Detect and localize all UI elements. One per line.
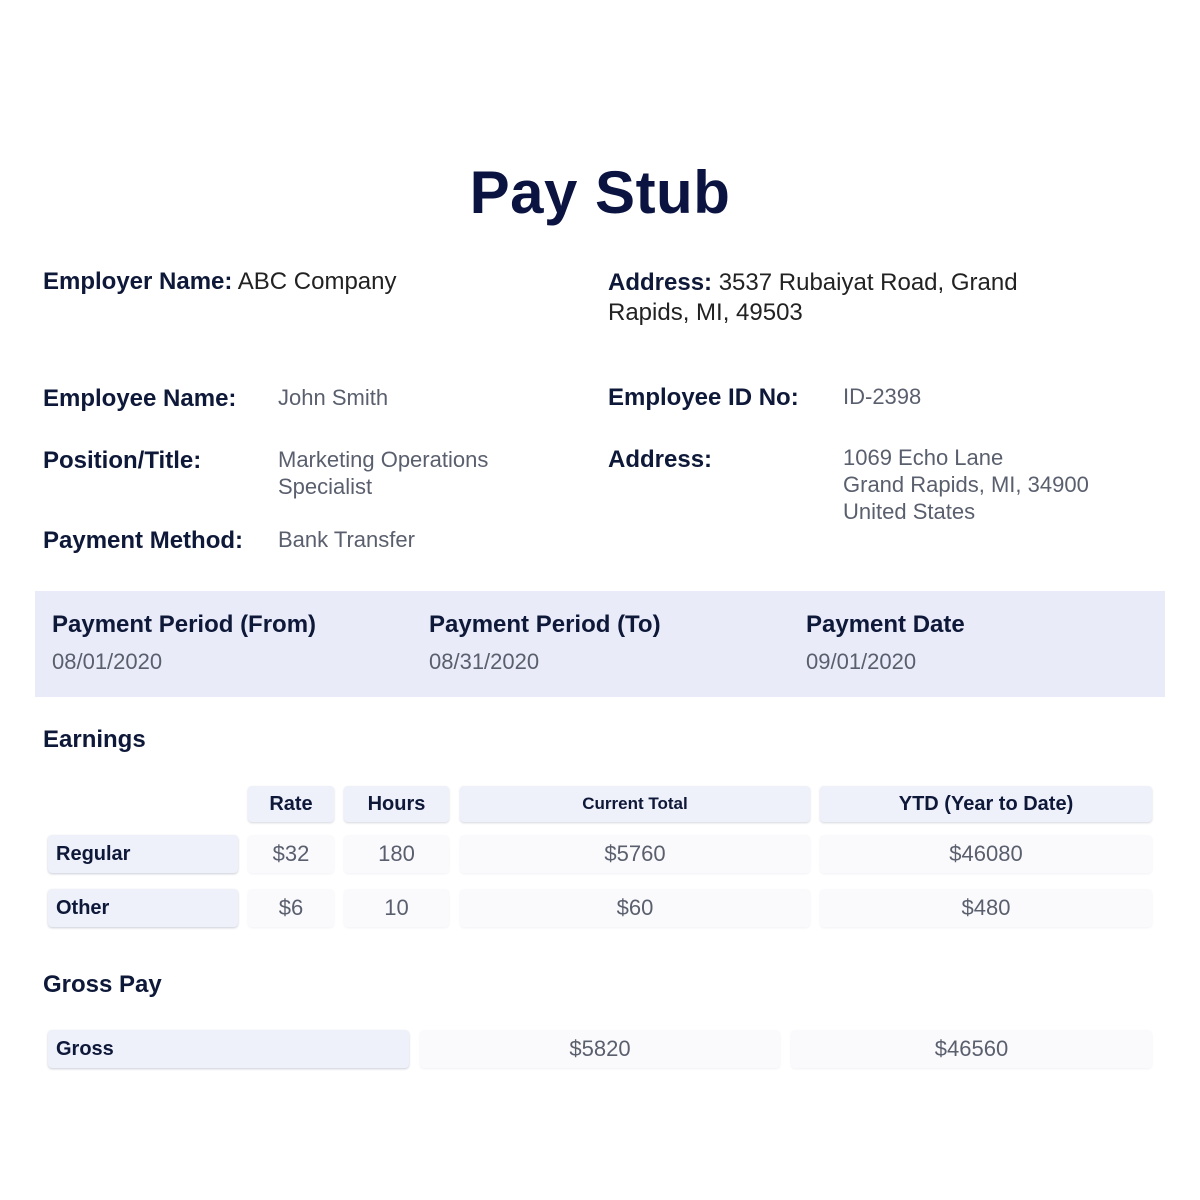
- employee-name-label: Employee Name:: [43, 385, 237, 412]
- period-to-label: Payment Period (To): [429, 611, 661, 638]
- employee-address-line-3: United States: [843, 499, 976, 524]
- payment-date-label: Payment Date: [806, 611, 965, 638]
- employee-name-value: John Smith: [278, 385, 389, 410]
- payment-method-value: Bank Transfer: [278, 527, 415, 552]
- earnings-header-rate: Rate: [248, 786, 334, 822]
- period-from-label: Payment Period (From): [52, 611, 317, 638]
- position-value: [278, 446, 488, 500]
- earnings-row-other-current: $60: [460, 889, 810, 927]
- employee-address-label: Address:: [608, 446, 713, 473]
- period-from: [52, 611, 316, 675]
- page-title: Pay Stub: [469, 159, 731, 226]
- gross-row-label: Gross: [48, 1030, 409, 1068]
- period-from-value: 08/01/2020: [52, 649, 163, 674]
- employer-address-label: Address:: [608, 269, 713, 296]
- earnings-row-regular-current: $5760: [460, 835, 810, 873]
- payment-date-value: 09/01/2020: [806, 649, 917, 674]
- employee-id-label: Employee ID No:: [608, 384, 799, 411]
- earnings-row-other-rate: $6: [248, 889, 334, 927]
- gross-row-ytd: $46560: [791, 1030, 1152, 1068]
- earnings-header-hours: Hours: [344, 786, 449, 822]
- earnings-row-regular-hours: 180: [344, 835, 449, 873]
- earnings-row-regular-label: Regular: [48, 835, 238, 873]
- earnings-row-regular-ytd: $46080: [820, 835, 1152, 873]
- position-line-2: Specialist: [278, 474, 373, 499]
- earnings-row-other-ytd: $480: [820, 889, 1152, 927]
- gross-row-current: $5820: [420, 1030, 780, 1068]
- employer-address-value: 3537 Rubaiyat Road, Grand Rapids, MI, 49503: [608, 269, 1018, 326]
- earnings-row-regular-rate: $32: [248, 835, 334, 873]
- payment-date: [806, 611, 965, 675]
- position-label: Position/Title:: [43, 447, 202, 474]
- period-to-value: 08/31/2020: [429, 649, 540, 674]
- gross-pay-title: Gross Pay: [43, 971, 162, 998]
- earnings-row-other-label: Other: [48, 889, 238, 927]
- position-line-1: Marketing Operations: [278, 447, 489, 472]
- period-to: [429, 611, 661, 675]
- earnings-row-other-hours: 10: [344, 889, 449, 927]
- employee-address-line-1: 1069 Echo Lane: [843, 445, 1004, 470]
- employer-address: [608, 268, 1078, 328]
- earnings-title: Earnings: [43, 726, 146, 753]
- earnings-header-ytd: YTD (Year to Date): [820, 786, 1152, 822]
- employer-name-value: ABC Company: [237, 268, 397, 295]
- payment-period-band: [35, 591, 1165, 697]
- employer-name-label: Employer Name:: [43, 268, 233, 295]
- employee-address-value: [843, 444, 1089, 525]
- employer-name: [43, 268, 396, 296]
- employee-id-value: ID-2398: [843, 384, 922, 409]
- earnings-header-current-total: Current Total: [460, 786, 810, 822]
- employee-address-line-2: Grand Rapids, MI, 34900: [843, 472, 1089, 497]
- payment-method-label: Payment Method:: [43, 527, 244, 554]
